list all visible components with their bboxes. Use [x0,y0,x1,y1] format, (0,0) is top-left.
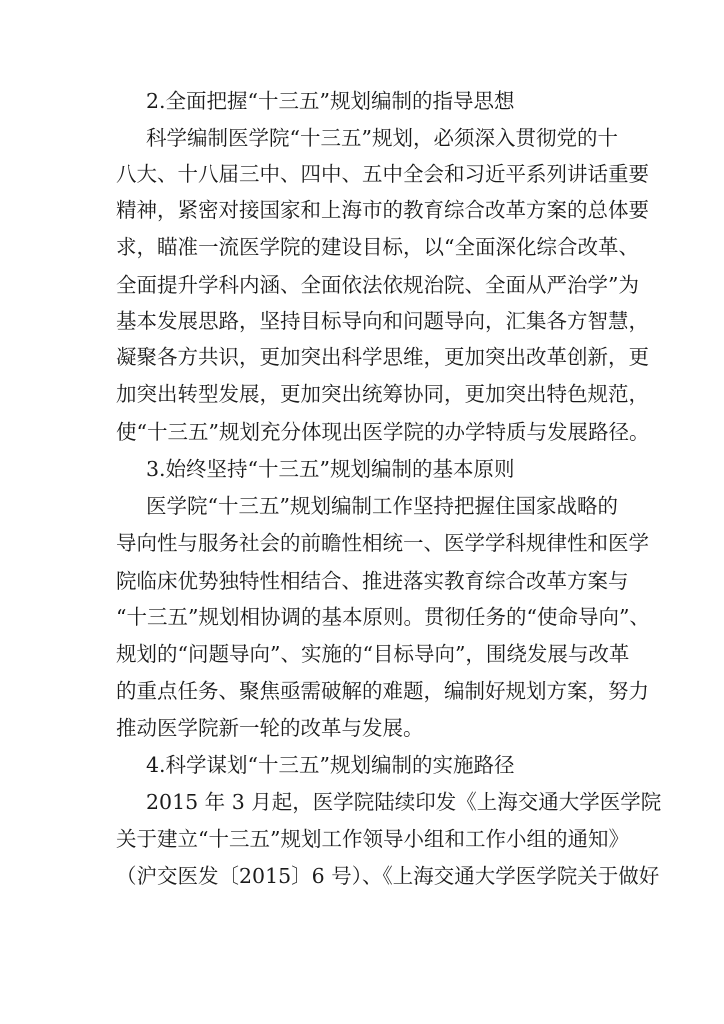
paragraph-line: 求，瞄准一流医学院的建设目标，以“全面深化综合改革、 [116,235,639,259]
paragraph-line: 医学院“十三五”规划编制工作坚持把握住国家战略的 [146,494,618,518]
paragraph-line: “十三五”规划相协调的基本原则。贯彻任务的“使命导向”、 [116,605,650,629]
paragraph-line: 精神，紧密对接国家和上海市的教育综合改革方案的总体要 [116,198,649,222]
paragraph-line: 院临床优势独特性相结合、推进落实教育综合改革方案与 [116,569,629,593]
paragraph-line: 八大、十八届三中、四中、五中全会和习近平系列讲话重要 [116,162,649,186]
paragraph-line: 2015 年 3 月起，医学院陆续印发《上海交通大学医学院 [146,790,662,814]
paragraph-line: 导向性与服务社会的前瞻性相统一、医学学科规律性和医学 [116,531,649,555]
paragraph-line: 全面提升学科内涵、全面依法依规治院、全面从严治学”为 [116,273,639,297]
section-heading-4: 4.科学谋划“十三五”规划编制的实施路径 [146,753,515,777]
paragraph-line: 科学编制医学院“十三五”规划，必须深入贯彻党的十 [146,126,618,150]
paragraph-line: 的重点任务、聚焦亟需破解的难题，编制好规划方案，努力 [116,679,649,703]
paragraph-line: 关于建立“十三五”规划工作领导小组和工作小组的通知》 [116,827,629,851]
paragraph-line: 凝聚各方共识，更加突出科学思维，更加突出改革创新，更 [116,345,649,369]
paragraph-line: 推动医学院新一轮的改革与发展。 [116,716,424,740]
paragraph-line: （沪交医发〔2015〕6 号）、《上海交通大学医学院关于做好 [116,864,660,888]
paragraph-line: 使“十三五”规划充分体现出医学院的办学特质与发展路径。 [116,420,650,444]
paragraph-line: 基本发展思路，坚持目标导向和问题导向，汇集各方智慧， [116,309,649,333]
section-heading-2: 2.全面把握“十三五”规划编制的指导思想 [146,89,515,113]
paragraph-line: 加突出转型发展，更加突出统筹协同，更加突出特色规范， [116,382,649,406]
paragraph-line: 规划的“问题导向”、实施的“目标导向”，围绕发展与改革 [116,642,630,666]
section-heading-3: 3.始终坚持“十三五”规划编制的基本原则 [146,457,515,481]
